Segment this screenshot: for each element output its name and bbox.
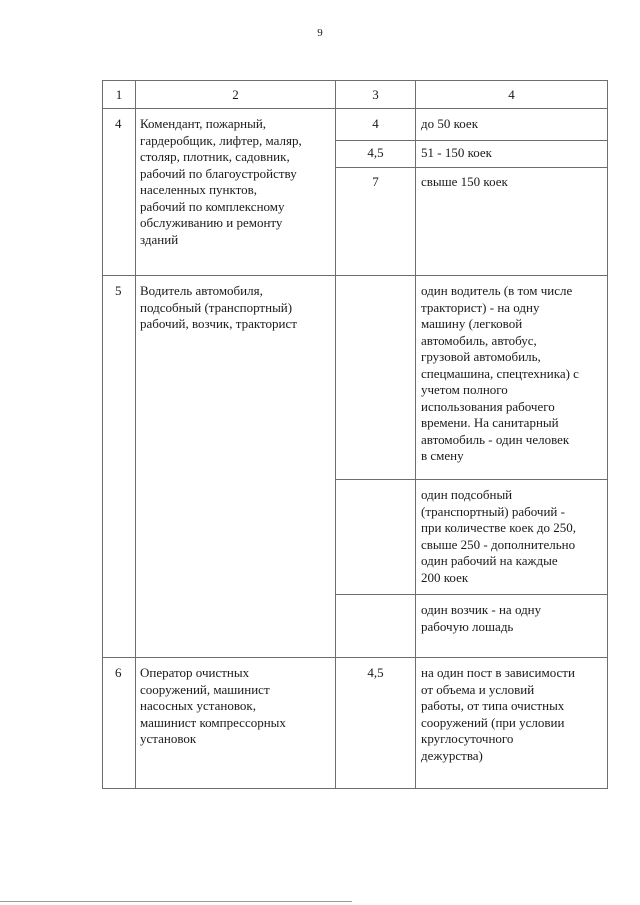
norm-note: один возчик - на одну рабочую лошадь [421, 602, 542, 634]
norm-note: один водитель (в том числе тракторист) - на одну машину (легковой автомобиль, автобус, грузовой автомобиль, спецмашина, спецтехника) с учетом полного использования рабочего времени. На санитарный автомобиль - один человек в смену [421, 283, 579, 463]
row-title: Комендант, пожарный, гардеробщик, лифтер, маляр, столяр, плотник, садовник, рабочий по благоустройству населенных пунктов, рабочий по комплексному обслуживанию и ремонту зданий [140, 116, 302, 247]
table-rule-row5-sub1 [335, 479, 608, 480]
table-rule-row4-sub2 [335, 167, 608, 168]
norm-value: 4 [372, 116, 379, 131]
table-rule-left [102, 80, 103, 789]
table-rule-header-bottom [102, 108, 608, 109]
row-number: 6 [115, 665, 122, 680]
norm-value: 7 [372, 174, 379, 189]
row-title: Оператор очистных сооружений, машинист насосных установок, машинист компрессорных установок [140, 665, 286, 746]
table-rule-bottom [102, 788, 608, 789]
table-rule-row4-sub1 [335, 140, 608, 141]
page-number: 9 [317, 27, 323, 39]
header-cell-4: 4 [508, 87, 515, 102]
table-rule-col2 [135, 80, 136, 789]
table-rule-row5-bottom [102, 657, 608, 658]
table-rule-col4 [415, 80, 416, 789]
header-cell-3: 3 [372, 87, 379, 102]
footer-rule [0, 901, 352, 902]
table-rule-row4-bottom [102, 275, 608, 276]
norm-note: на один пост в зависимости от объема и условий работы, от типа очистных сооружений (при условии круглосуточного дежурства) [421, 665, 575, 763]
norm-note: свыше 150 коек [421, 174, 508, 189]
table-rule-top [102, 80, 608, 81]
norm-value: 4,5 [367, 145, 384, 160]
row-title: Водитель автомобиля, подсобный (транспортный) рабочий, возчик, тракторист [140, 283, 297, 331]
norm-note: один подсобный (транспортный) рабочий - при количестве коек до 250, свыше 250 - дополнительно один рабочий на каждые 200 коек [421, 487, 577, 585]
table-rule-right [607, 80, 608, 789]
norm-note: 51 - 150 коек [421, 145, 492, 160]
header-cell-1: 1 [115, 87, 123, 102]
norm-note: до 50 коек [421, 116, 479, 131]
row-number: 5 [115, 283, 122, 298]
row-number: 4 [115, 116, 122, 131]
table-rule-row5-sub2 [335, 594, 608, 595]
norm-value: 4,5 [367, 665, 384, 680]
header-cell-2: 2 [232, 87, 239, 102]
